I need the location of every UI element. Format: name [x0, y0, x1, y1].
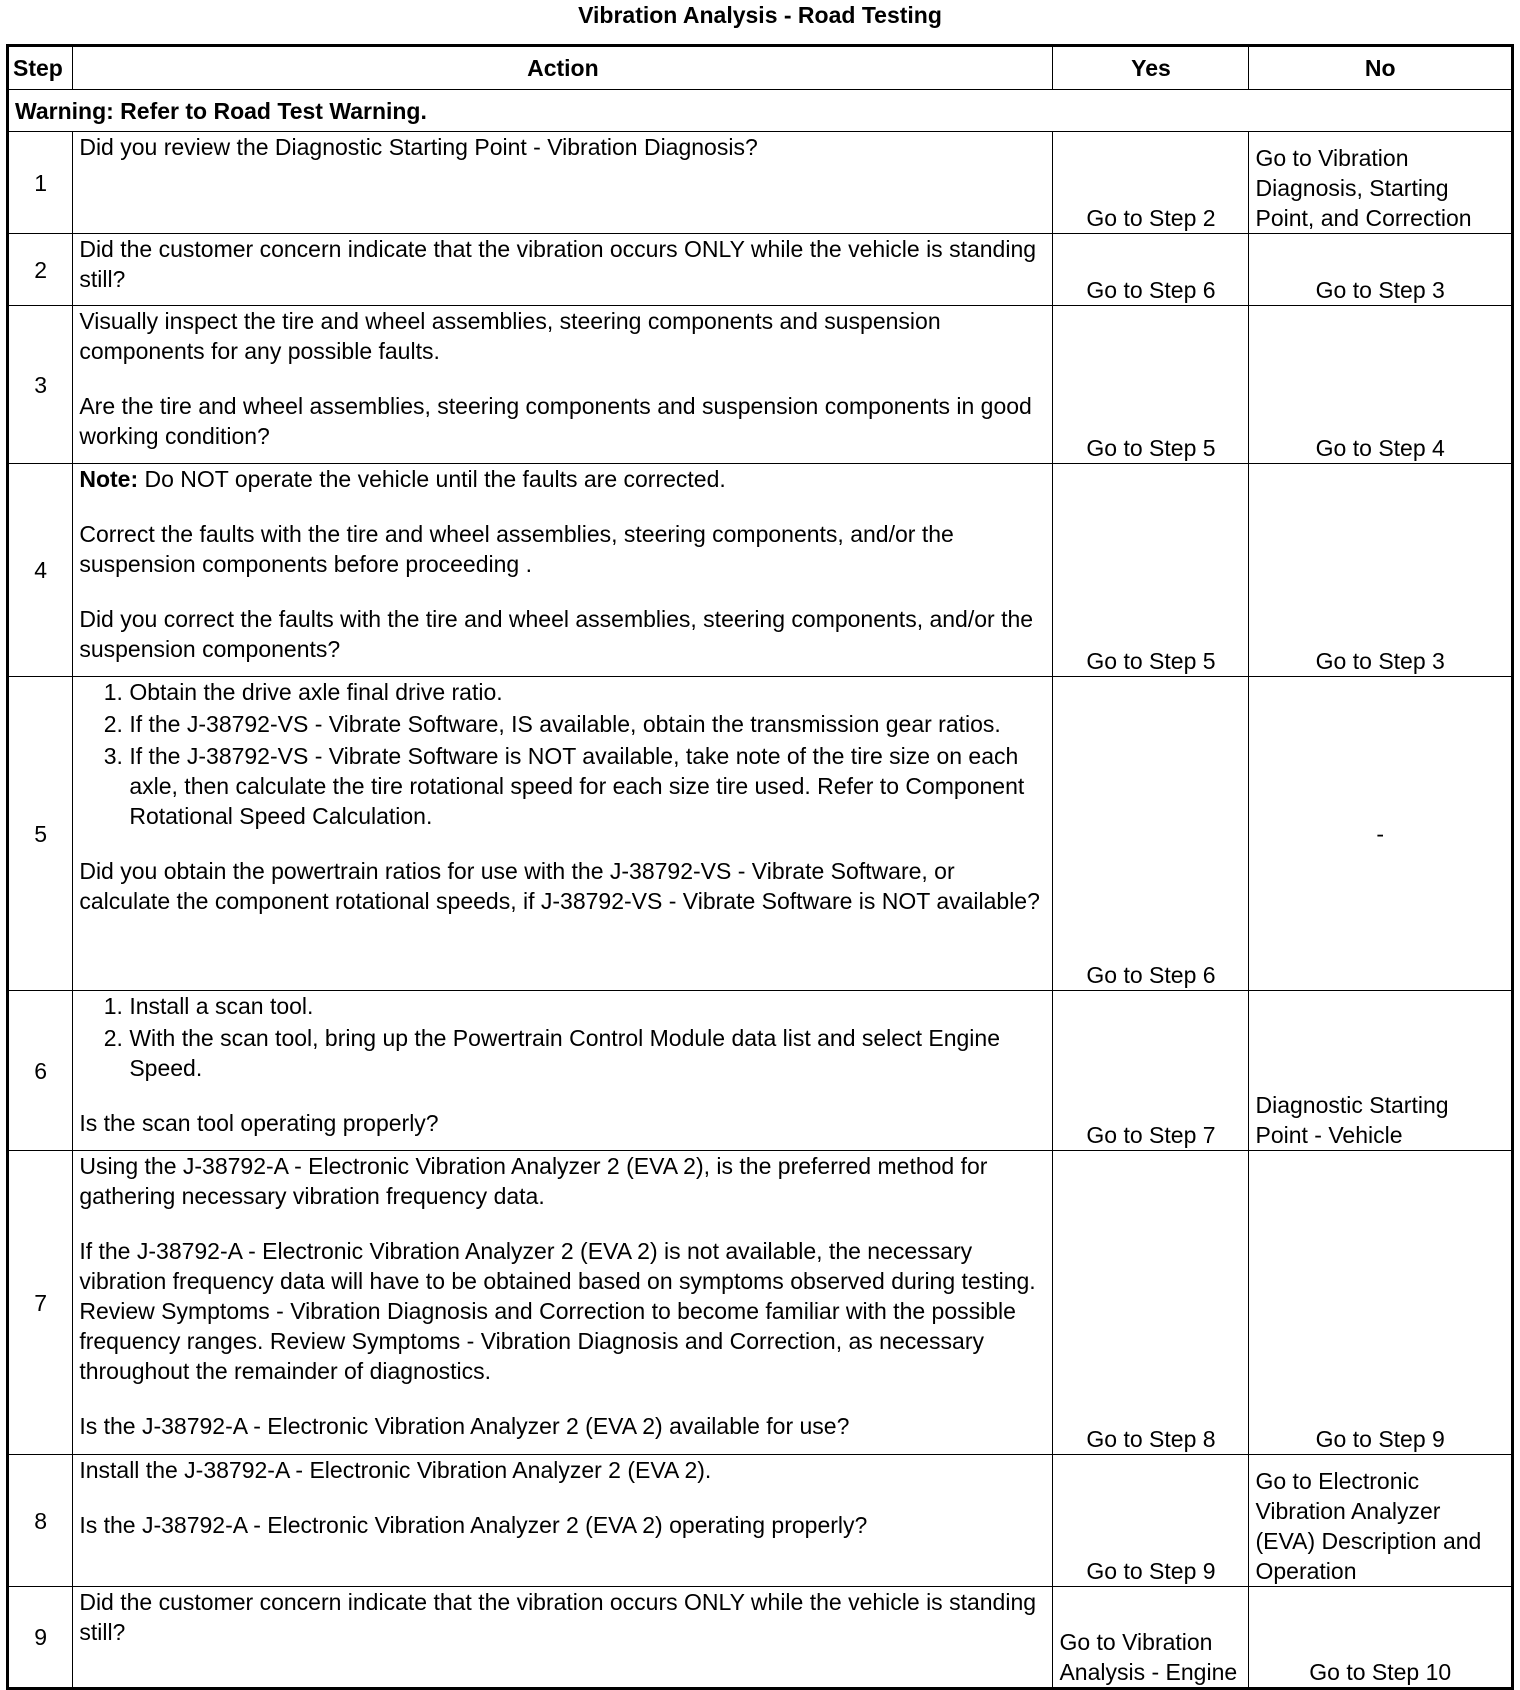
yes-link[interactable]: Go to Step 6 [1053, 234, 1249, 306]
step-number: 1 [8, 132, 73, 234]
yes-link[interactable]: Go to Step 9 [1053, 1455, 1249, 1587]
action-cell [73, 1587, 1053, 1689]
note-text: Do NOT operate the vehicle until the faults are corrected. [138, 466, 726, 492]
no-link[interactable]: Go to Step 3 [1249, 234, 1513, 306]
table-row [8, 234, 1513, 306]
list-item: 2. If the J-38792-VS - Vibrate Software, IS available, obtain the transmission gear ratios. [129, 709, 1046, 739]
action-text: Did the customer concern indicate that the vibration occurs ONLY while the vehicle is standing still? [79, 1589, 1037, 1645]
list-item: 1. Obtain the drive axle final drive ratio. [129, 677, 1046, 707]
yes-link[interactable]: Go to Step 7 [1053, 991, 1249, 1151]
yes-link[interactable]: Go to Vibration Analysis - Engine [1053, 1587, 1249, 1689]
note-paragraph [79, 464, 1046, 494]
action-list [79, 677, 1046, 831]
no-link[interactable]: Go to Step 4 [1249, 306, 1513, 464]
header-action: Action [73, 46, 1053, 90]
action-list [79, 991, 1046, 1083]
yes-link[interactable]: Go to Step 8 [1053, 1151, 1249, 1455]
table-row [8, 1587, 1513, 1689]
no-link: - [1249, 677, 1513, 991]
action-question: Is the J-38792-A - Electronic Vibration Analyzer 2 (EVA 2) available for use? [79, 1413, 850, 1439]
step-number: 3 [8, 306, 73, 464]
action-question: Are the tire and wheel assemblies, steering components and suspension components in good working condition? [79, 393, 1032, 449]
yes-link[interactable]: Go to Step 6 [1053, 677, 1249, 991]
action-cell [73, 132, 1053, 234]
table-row [8, 1455, 1513, 1587]
step-number: 2 [8, 234, 73, 306]
list-item: 1. Install a scan tool. [129, 991, 1046, 1021]
header-step: Step [8, 46, 73, 90]
table-row [8, 1151, 1513, 1455]
action-text: Install the J-38792-A - Electronic Vibration Analyzer 2 (EVA 2). [79, 1457, 712, 1483]
procedure-table [6, 44, 1514, 1690]
step-number: 8 [8, 1455, 73, 1587]
header-no: No [1249, 46, 1513, 90]
warning-row [8, 90, 1513, 132]
page-title: Vibration Analysis - Road Testing [578, 2, 942, 28]
yes-link[interactable]: Go to Step 5 [1053, 464, 1249, 677]
no-link[interactable]: Go to Electronic Vibration Analyzer (EVA) Description and Operation [1249, 1455, 1513, 1587]
action-text: Did the customer concern indicate that the vibration occurs ONLY while the vehicle is standing still? [79, 236, 1037, 292]
table-row [8, 464, 1513, 677]
action-text: Visually inspect the tire and wheel assemblies, steering components and suspension components for any possible faults. [79, 308, 941, 364]
action-question: Is the J-38792-A - Electronic Vibration Analyzer 2 (EVA 2) operating properly? [79, 1512, 868, 1538]
step-number: 9 [8, 1587, 73, 1689]
no-link[interactable]: Go to Step 9 [1249, 1151, 1513, 1455]
step-number: 5 [8, 677, 73, 991]
action-text: Did you review the Diagnostic Starting Point - Vibration Diagnosis? [79, 134, 758, 160]
action-cell [73, 677, 1053, 991]
list-item: 3. If the J-38792-VS - Vibrate Software is NOT available, take note of the tire size on each axle, then calculate the tire rotational speed for each size tire used. Refer to Component Rotational Speed Calculation. [129, 741, 1046, 831]
step-number: 7 [8, 1151, 73, 1455]
no-link[interactable]: Go to Vibration Diagnosis, Starting Point, and Correction [1249, 132, 1513, 234]
yes-link[interactable]: Go to Step 5 [1053, 306, 1249, 464]
table-row [8, 132, 1513, 234]
action-cell [73, 991, 1053, 1151]
yes-link[interactable]: Go to Step 2 [1053, 132, 1249, 234]
step-number: 4 [8, 464, 73, 677]
header-yes: Yes [1053, 46, 1249, 90]
no-link[interactable]: Go to Step 10 [1249, 1587, 1513, 1689]
action-question: Is the scan tool operating properly? [79, 1110, 439, 1136]
no-link[interactable]: Diagnostic Starting Point - Vehicle [1249, 991, 1513, 1151]
action-cell [73, 464, 1053, 677]
action-cell [73, 306, 1053, 464]
list-item: 2. With the scan tool, bring up the Powertrain Control Module data list and select Engine Speed. [129, 1023, 1046, 1083]
table-row [8, 991, 1513, 1151]
warning-text: Warning: Refer to Road Test Warning. [8, 90, 1513, 132]
action-cell [73, 234, 1053, 306]
action-question: Did you obtain the powertrain ratios for use with the J-38792-VS - Vibrate Software, or calculate the component rotational speeds, if J-38792-VS - Vibrate Software is NOT available? [79, 858, 1040, 914]
note-label: Note: [79, 466, 139, 492]
action-cell [73, 1151, 1053, 1455]
header-row [8, 46, 1513, 90]
table-row [8, 306, 1513, 464]
table-row [8, 677, 1513, 991]
step-number: 6 [8, 991, 73, 1151]
action-text: If the J-38792-A - Electronic Vibration Analyzer 2 (EVA 2) is not available, the necessary vibration frequency data will have to be obtained based on symptoms observed during testing. Review Symptoms - Vibration Diagnosis and Correction to become familiar with the possible frequency ranges. Review Symptoms - Vibration Diagnosis and Correction, as necessary throughout the remainder of diagnostics. [79, 1238, 1036, 1384]
no-link[interactable]: Go to Step 3 [1249, 464, 1513, 677]
action-text: Using the J-38792-A - Electronic Vibration Analyzer 2 (EVA 2), is the preferred method for gathering necessary vibration frequency data. [79, 1153, 988, 1209]
action-question: Did you correct the faults with the tire and wheel assemblies, steering components, and/or the suspension components? [79, 606, 1034, 662]
action-text: Correct the faults with the tire and wheel assemblies, steering components, and/or the suspension components before proceeding . [79, 521, 954, 577]
action-cell [73, 1455, 1053, 1587]
